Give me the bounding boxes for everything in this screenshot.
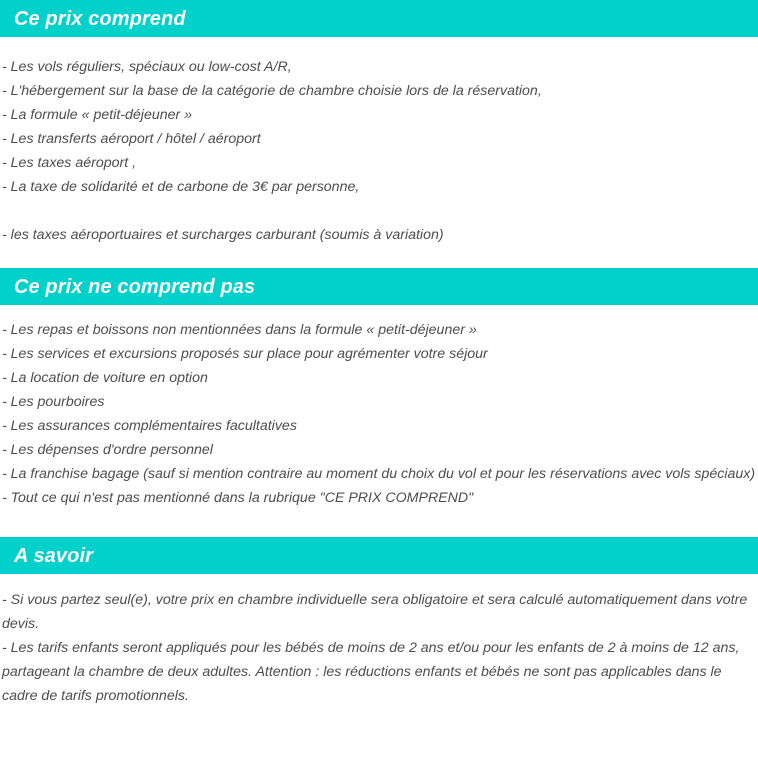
list-item: - Les taxes aéroport , xyxy=(2,155,137,171)
list-item: - Les transferts aéroport / hôtel / aéroport xyxy=(2,131,261,147)
section-gap-1 xyxy=(0,247,758,268)
section-title-3: A savoir xyxy=(14,544,93,567)
section-ce-prix-ne-comprend-pas xyxy=(0,268,758,510)
section-ce-prix-comprend xyxy=(0,0,758,247)
section-a-savoir xyxy=(0,537,758,708)
list-item: - L'hébergement sur la base de la catégorie de chambre choisie lors de la réservation, xyxy=(2,83,542,99)
list-item: - les taxes aéroportuaires et surcharges carburant (soumis à variation) xyxy=(2,227,444,243)
section-body-1 xyxy=(0,37,758,247)
list-item: - Les pourboires xyxy=(2,394,105,410)
section-title-2: Ce prix ne comprend pas xyxy=(14,275,256,298)
list-item: - Les services et excursions proposés sur place pour agrémenter votre séjour xyxy=(2,346,488,362)
section-header-bar-3 xyxy=(0,537,758,574)
list-item: - Les dépenses d'ordre personnel xyxy=(2,442,213,458)
section-title-1: Ce prix comprend xyxy=(14,7,186,30)
section-gap-2 xyxy=(0,510,758,537)
paragraph: - Si vous partez seul(e), votre prix en chambre individuelle sera obligatoire et sera calculé automatiquement dans votre devis. xyxy=(2,592,748,632)
section-header-bar-1 xyxy=(0,0,758,37)
list-item: - La franchise bagage (sauf si mention contraire au moment du choix du vol et pour les réservations avec vols spéciaux) xyxy=(2,466,756,482)
list-item: - Tout ce qui n'est pas mentionné dans la rubrique "CE PRIX COMPREND" xyxy=(2,490,474,506)
paragraph: - Les tarifs enfants seront appliqués pour les bébés de moins de 2 ans et/ou pour les enfants de 2 à moins de 12 ans, partageant la chambre de deux adultes. Attention : les réductions enfants et bébés ne sont pas applicables dans le cadre de tarifs promotionnels. xyxy=(2,640,740,704)
section-body-2 xyxy=(0,305,758,510)
section-body-3 xyxy=(0,574,758,708)
list-item: - Les vols réguliers, spéciaux ou low-cost A/R, xyxy=(2,59,292,75)
section-header-bar-2 xyxy=(0,268,758,305)
spacer-line xyxy=(2,199,756,223)
list-item: - Les repas et boissons non mentionnées dans la formule « petit-déjeuner » xyxy=(2,322,477,338)
list-item: - Les assurances complémentaires facultatives xyxy=(2,418,297,434)
list-item: - La formule « petit-déjeuner » xyxy=(2,107,193,123)
list-item: - La taxe de solidarité et de carbone de 3€ par personne, xyxy=(2,179,360,195)
list-item: - La location de voiture en option xyxy=(2,370,208,386)
